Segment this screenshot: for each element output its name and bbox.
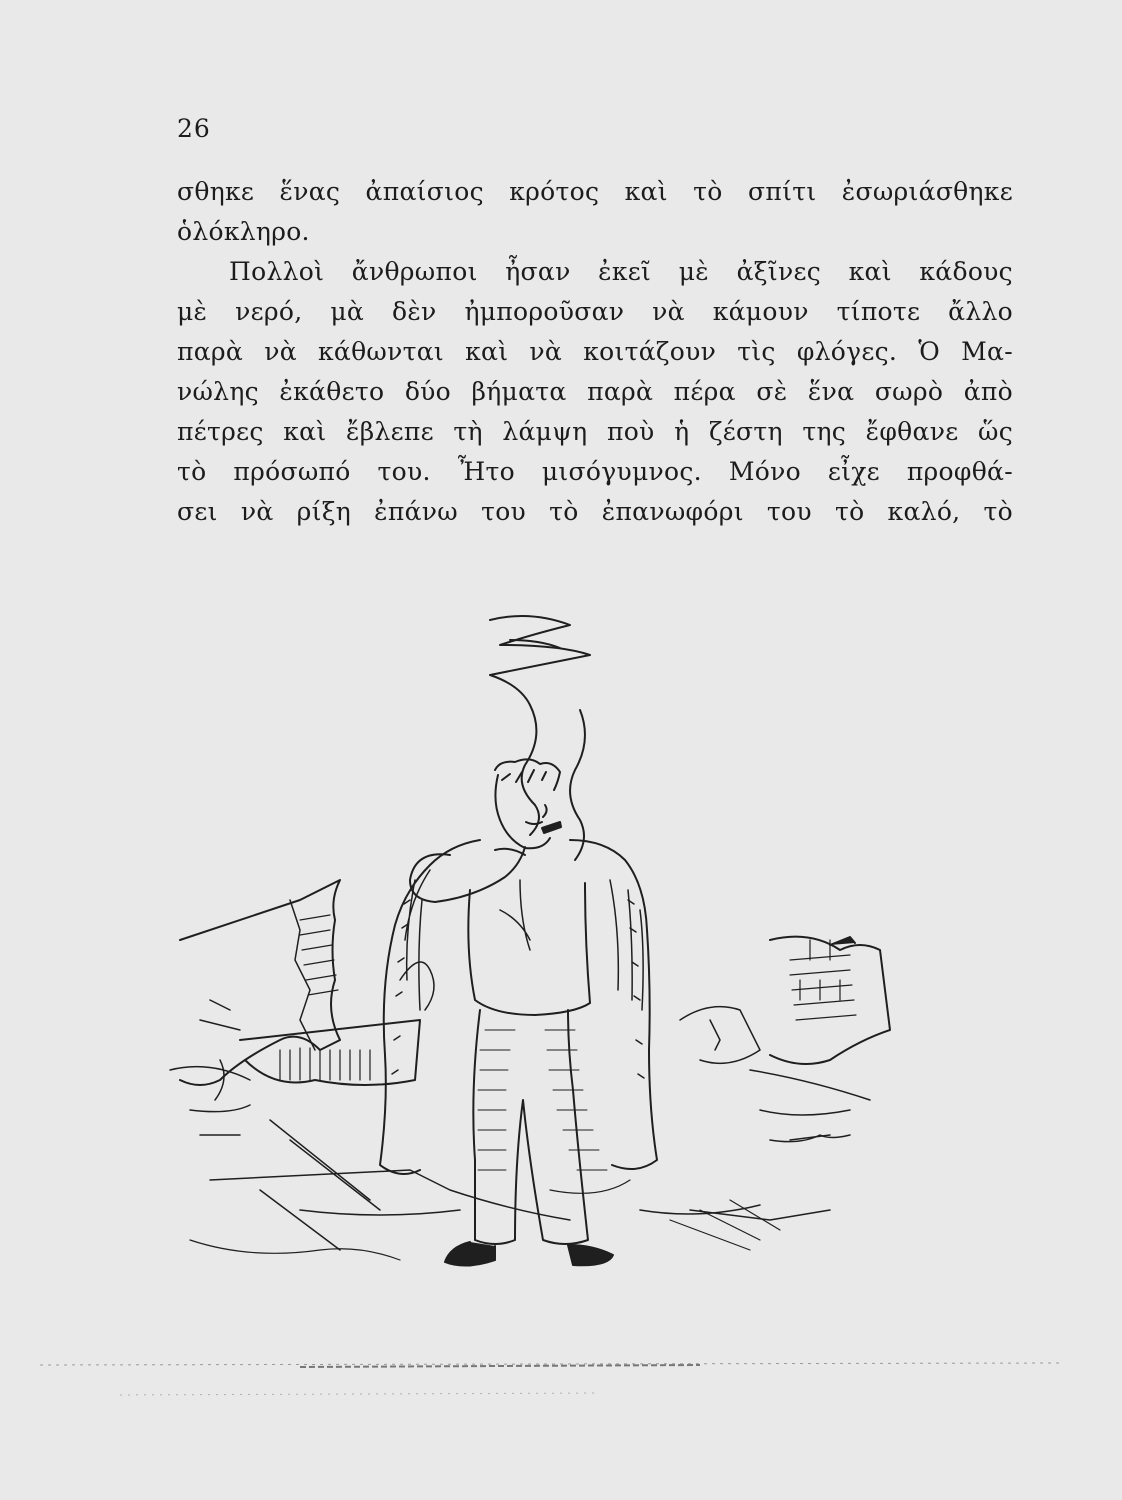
text-line: σει νὰ ρίξη ἐπάνω του τὸ ἐπανωφόρι του τὸ καλό, τὸ: [177, 497, 1013, 526]
illustration: [150, 600, 950, 1380]
body-text: [177, 172, 1013, 532]
page-number: 26: [177, 114, 211, 143]
text-line: παρὰ νὰ κάθωνται καὶ νὰ κοιτάζουν τὶς φλόγες. Ὁ Μα-: [177, 337, 1013, 366]
text-line: τὸ πρόσωπό του. Ἦτο μισόγυμνος. Μόνο εἶχε προφθά-: [177, 457, 1013, 486]
text-line: ὁλόκληρο.: [177, 217, 310, 246]
text-line: νώλης ἐκάθετο δύο βήματα παρὰ πέρα σὲ ἕνα σωρὸ ἀπὸ: [177, 377, 1013, 406]
ink-drawing-icon: [150, 600, 950, 1380]
text-line: πέτρες καὶ ἔβλεπε τὴ λάμψη ποὺ ἡ ζέστη της ἔφθανε ὥς: [177, 417, 1013, 446]
text-line: σθηκε ἕνας ἀπαίσιος κρότος καὶ τὸ σπίτι ἐσωριάσθηκε: [177, 177, 1013, 206]
text-line: μὲ νερό, μὰ δὲν ἠμποροῦσαν νὰ κάμουν τίποτε ἄλλο: [177, 297, 1013, 326]
text-line: Πολλοὶ ἄνθρωποι ἦσαν ἐκεῖ μὲ ἀξῖνες καὶ κάδους: [229, 257, 1013, 286]
scan-noise-icon: [0, 1355, 1122, 1415]
